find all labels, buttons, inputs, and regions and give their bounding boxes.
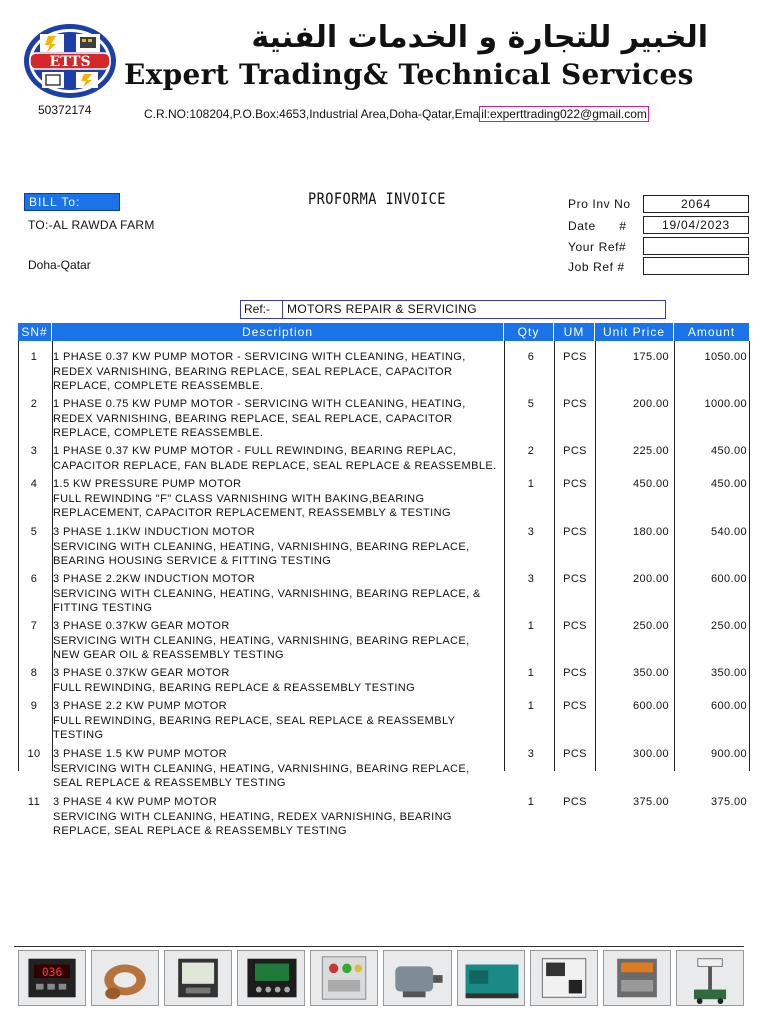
table-border xyxy=(749,341,750,771)
cell-sn: 9 xyxy=(30,700,38,712)
description-line: 3 PHASE 0.37KW GEAR MOTOR xyxy=(53,667,230,679)
description-line: FULL REWINDING "F" CLASS VARNISHING WITH BAKING,BEARING xyxy=(53,492,425,505)
cell-description xyxy=(53,397,503,441)
cell-um: PCS xyxy=(563,445,587,457)
cell-amount: 450.00 xyxy=(710,445,747,457)
description-line: SERVICING WITH CLEANING, HEATING, REDEX VARNISHING, BEARING xyxy=(53,810,452,823)
reference-value: MOTORS REPAIR & SERVICING xyxy=(287,302,478,316)
cell-sn: 11 xyxy=(27,796,41,808)
cell-um: PCS xyxy=(563,478,587,490)
cell-um: PCS xyxy=(563,748,587,760)
copper-coil-icon xyxy=(91,950,159,1006)
cell-qty: 1 xyxy=(527,620,535,632)
date-field[interactable]: 19/04/2023 xyxy=(643,216,749,234)
cell-amount: 900.00 xyxy=(710,748,747,760)
cell-amount: 450.00 xyxy=(710,478,747,490)
description-line: 1.5 KW PRESSURE PUMP MOTOR xyxy=(53,478,242,490)
cell-sn: 8 xyxy=(30,667,38,679)
temperature-controller-icon xyxy=(18,950,86,1006)
cell-description xyxy=(53,795,503,839)
cell-description xyxy=(53,747,503,791)
date-label: Date # xyxy=(568,219,627,233)
cell-description xyxy=(53,572,503,616)
cell-qty: 2 xyxy=(527,445,535,457)
description-line: FULL REWINDING, BEARING REPLACE, SEAL REPLACE & REASSEMBLY xyxy=(53,714,456,727)
reference-box xyxy=(240,300,666,319)
svg-text:036: 036 xyxy=(41,964,63,980)
company-name-arabic: الخبير للتجارة و الخدمات الفنية xyxy=(251,20,708,55)
description-line: 1 PHASE 0.75 KW PUMP MOTOR - SERVICING WITH CLEANING, HEATING, xyxy=(53,398,466,410)
cell-qty: 5 xyxy=(527,398,535,410)
your-ref-label: Your Ref# xyxy=(568,240,627,254)
description-line: FULL REWINDING, BEARING REPLACE & REASSEMBLY TESTING xyxy=(53,681,416,694)
cell-um: PCS xyxy=(563,526,587,538)
customer-city: Doha-Qatar xyxy=(28,258,91,272)
control-panel-icon xyxy=(310,950,378,1006)
cell-sn: 3 xyxy=(30,445,38,457)
cell-qty: 3 xyxy=(527,748,535,760)
invoice-number-label: Pro Inv No xyxy=(568,197,631,211)
cell-qty: 1 xyxy=(527,700,535,712)
cell-description xyxy=(53,525,503,569)
description-line: REPLACE, SEAL REPLACE & REASSEMBLY TESTING xyxy=(53,825,347,837)
bill-to-label: BILL To: xyxy=(24,193,120,211)
panel-meter-icon xyxy=(164,950,232,1006)
description-line: 1 PHASE 0.37 KW PUMP MOTOR - FULL REWINDING, BEARING REPLAC, xyxy=(53,445,457,457)
cell-um: PCS xyxy=(563,573,587,585)
product-gallery xyxy=(18,950,744,1006)
cell-qty: 1 xyxy=(527,478,535,490)
customer-name: TO:-AL RAWDA FARM xyxy=(28,218,155,232)
job-ref-field[interactable] xyxy=(643,257,749,275)
cell-unit-price: 300.00 xyxy=(632,748,669,760)
cell-unit-price: 200.00 xyxy=(632,573,669,585)
cell-sn: 10 xyxy=(27,748,41,760)
address-text: C.R.NO:108204,P.O.Box:4653,Industrial Area,Doha-Qatar,Ema xyxy=(144,107,480,121)
cell-unit-price: 225.00 xyxy=(632,445,669,457)
cell-qty: 3 xyxy=(527,526,535,538)
cell-unit-price: 200.00 xyxy=(632,398,669,410)
cell-description xyxy=(53,619,503,663)
cell-um: PCS xyxy=(563,398,587,410)
description-line: 3 PHASE 0.37KW GEAR MOTOR xyxy=(53,620,230,632)
company-phone: 50372174 xyxy=(38,103,92,117)
cell-unit-price: 350.00 xyxy=(632,667,669,679)
description-line: CAPACITOR REPLACE, FAN BLADE REPLACE, SEAL REPLACE & REASSEMBLE. xyxy=(53,459,497,472)
email-link[interactable]: il:experttrading022@gmail.com xyxy=(481,107,647,121)
description-line: FITTING TESTING xyxy=(53,602,153,614)
description-line: 3 PHASE 2.2KW INDUCTION MOTOR xyxy=(53,573,256,585)
contactor-icon xyxy=(603,950,671,1006)
col-header-description: Description xyxy=(52,323,504,341)
cell-sn: 1 xyxy=(30,351,38,363)
col-header-sn: SN# xyxy=(18,323,52,341)
description-line: SERVICING WITH CLEANING, HEATING, VARNISHING, BEARING REPLACE, xyxy=(53,634,470,647)
description-line: SERVICING WITH CLEANING, HEATING, VARNISHING, BEARING REPLACE, xyxy=(53,540,470,553)
description-line: REPLACE, COMPLETE REASSEMBLE. xyxy=(53,427,264,439)
cell-description xyxy=(53,666,503,695)
description-line: 3 PHASE 1.5 KW PUMP MOTOR xyxy=(53,748,228,760)
company-address xyxy=(144,107,649,121)
cell-unit-price: 180.00 xyxy=(632,526,669,538)
cell-qty: 1 xyxy=(527,796,535,808)
cell-amount: 250.00 xyxy=(710,620,747,632)
description-line: REPLACE, COMPLETE REASSEMBLE. xyxy=(53,380,264,392)
col-header-um: UM xyxy=(554,323,595,341)
cell-um: PCS xyxy=(563,796,587,808)
diesel-generator-icon xyxy=(457,950,525,1006)
cell-qty: 1 xyxy=(527,667,535,679)
description-line: TESTING xyxy=(53,729,104,741)
logo-text: ETTS xyxy=(49,54,91,70)
electric-motor-icon xyxy=(383,950,451,1006)
reference-label: Ref:- xyxy=(241,301,283,318)
cell-unit-price: 450.00 xyxy=(632,478,669,490)
cell-unit-price: 375.00 xyxy=(632,796,669,808)
cell-um: PCS xyxy=(563,620,587,632)
col-header-qty: Qty xyxy=(504,323,554,341)
your-ref-field[interactable] xyxy=(643,237,749,255)
cell-amount: 350.00 xyxy=(710,667,747,679)
cell-sn: 6 xyxy=(30,573,38,585)
cell-sn: 2 xyxy=(30,398,38,410)
cell-unit-price: 250.00 xyxy=(632,620,669,632)
company-logo xyxy=(22,22,118,100)
description-line: SEAL REPLACE & REASSEMBLY TESTING xyxy=(53,777,286,789)
description-line: REPLACEMENT, CAPACITOR REPLACEMENT, REASSEMBLY & TESTING xyxy=(53,507,451,519)
generator-controller-icon xyxy=(237,950,305,1006)
cell-amount: 600.00 xyxy=(710,573,747,585)
description-line: 3 PHASE 1.1KW INDUCTION MOTOR xyxy=(53,526,256,538)
description-line: 1 PHASE 0.37 KW PUMP MOTOR - SERVICING WITH CLEANING, HEATING, xyxy=(53,351,466,363)
cell-sn: 7 xyxy=(30,620,38,632)
col-header-amount: Amount xyxy=(687,325,736,339)
description-line: 3 PHASE 4 KW PUMP MOTOR xyxy=(53,796,218,808)
description-line: SERVICING WITH CLEANING, HEATING, VARNISHING, BEARING REPLACE, & xyxy=(53,587,481,600)
job-ref-label: Job Ref # xyxy=(568,260,625,274)
cell-amount: 1000.00 xyxy=(704,398,747,410)
cell-description xyxy=(53,444,503,473)
description-line: REDEX VARNISHING, BEARING REPLACE, SEAL REPLACE, CAPACITOR xyxy=(53,412,453,425)
cell-amount: 375.00 xyxy=(710,796,747,808)
cell-um: PCS xyxy=(563,667,587,679)
power-supply-unit-icon xyxy=(530,950,598,1006)
description-line: 3 PHASE 2.2 KW PUMP MOTOR xyxy=(53,700,228,712)
cell-sn: 5 xyxy=(30,526,38,538)
table-header xyxy=(18,323,749,341)
cell-qty: 6 xyxy=(527,351,535,363)
cell-amount: 600.00 xyxy=(710,700,747,712)
cell-sn: 4 xyxy=(30,478,38,490)
cell-um: PCS xyxy=(563,351,587,363)
cell-um: PCS xyxy=(563,700,587,712)
description-line: REDEX VARNISHING, BEARING REPLACE, SEAL REPLACE, CAPACITOR xyxy=(53,365,453,378)
lighting-tower-icon xyxy=(676,950,744,1006)
document-title: PROFORMA INVOICE xyxy=(308,189,446,208)
cell-description xyxy=(53,699,503,743)
col-header-unit-price: Unit Price xyxy=(595,323,674,341)
cell-unit-price: 600.00 xyxy=(632,700,669,712)
cell-amount: 540.00 xyxy=(710,526,747,538)
invoice-number-field[interactable]: 2064 xyxy=(643,195,749,213)
table-border xyxy=(504,341,505,771)
description-line: SERVICING WITH CLEANING, HEATING, VARNISHING, BEARING REPLACE, xyxy=(53,762,470,775)
description-line: NEW GEAR OIL & REASSEMBLY TESTING xyxy=(53,649,285,661)
cell-amount: 1050.00 xyxy=(704,351,747,363)
company-name: Expert Trading& Technical Services xyxy=(124,58,694,91)
cell-description xyxy=(53,350,503,394)
cell-unit-price: 175.00 xyxy=(632,351,669,363)
cell-qty: 3 xyxy=(527,573,535,585)
cell-description xyxy=(53,477,503,521)
footer-divider xyxy=(14,946,744,947)
description-line: BEARING HOUSING SERVICE & FITTING TESTING xyxy=(53,555,332,567)
